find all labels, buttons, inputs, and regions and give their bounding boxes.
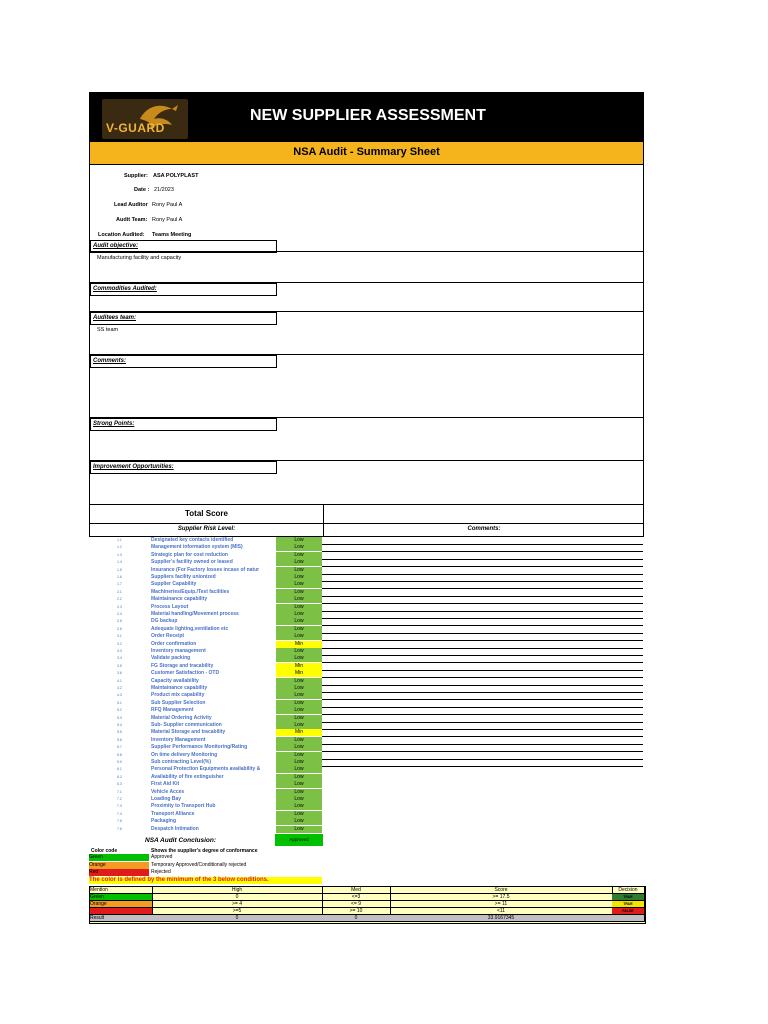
risk-level-badge: Low <box>276 737 322 744</box>
risk-item-text: Sub- Supplier communication <box>151 722 222 728</box>
conclusion-label: NSA Audit Conclusion: <box>145 837 217 844</box>
risk-item-text: Supplier Performance Monitoring/Rating <box>151 744 248 751</box>
risk-item-text: Insurance (For Factory losses incase of natur <box>151 566 260 573</box>
risk-item-number: 5.2 <box>117 708 122 713</box>
risk-level-badge: Min <box>276 663 322 670</box>
risk-level-badge: Low <box>276 796 322 803</box>
risk-item-number: 2.2 <box>117 597 122 602</box>
risk-item-row <box>89 626 644 633</box>
legend-description: Temporary Approved/Conditionally rejected <box>151 861 247 868</box>
risk-item-text: Order Receipt <box>151 633 185 640</box>
color-code-label: Color code <box>91 848 118 854</box>
decision-table-cell: Mention <box>90 887 153 893</box>
legend-swatch: Orange <box>89 862 149 869</box>
risk-item-text: Packaging <box>151 818 177 825</box>
subheader-bar <box>89 142 644 165</box>
risk-level-badge: Min <box>276 729 322 736</box>
risk-item-number: 2.4 <box>117 612 122 616</box>
decision-table-cell: <11 <box>390 908 613 914</box>
risk-level-badge: Low <box>276 655 322 662</box>
risk-item-number: 5.7 <box>117 745 122 750</box>
summary-sheet-title: NSA Audit - Summary Sheet <box>293 146 440 158</box>
audit-team-value: Rony Paul A <box>152 217 183 223</box>
risk-item-row <box>89 781 644 788</box>
risk-level-badge: Low <box>276 589 322 596</box>
decision-table-cell: TRUE <box>612 894 645 900</box>
audit-objective-heading: Audit objective: <box>90 240 277 253</box>
risk-item-number: 1.1 <box>117 538 122 542</box>
risk-level-badge: Min <box>276 641 322 648</box>
supplier-info-block <box>89 165 644 252</box>
risk-item-row <box>89 641 644 648</box>
location-value: Teams Meeting <box>152 232 192 238</box>
decision-table-cell: >=5 <box>152 908 323 914</box>
risk-item-number: 6.2 <box>117 774 122 779</box>
risk-item-row <box>89 685 644 692</box>
risk-item-text: Despatch Intimation <box>151 825 199 832</box>
legend-description: Rejected <box>151 869 171 875</box>
decision-table-cell: >= 4 <box>152 901 323 907</box>
risk-item-number: 1.7 <box>117 582 122 587</box>
risk-item-text: Machineries/Equip./Test facilities <box>151 588 230 595</box>
risk-item-text: Availability of fire extinguisher <box>151 773 224 780</box>
supplier-label: Supplier: <box>124 173 148 179</box>
risk-item-number: 1.4 <box>117 560 122 565</box>
risk-item-row <box>89 774 644 781</box>
risk-level-badge: Low <box>276 781 322 788</box>
risk-level-badge: Low <box>276 707 322 714</box>
risk-item-text: Proximity to Transport Hub <box>151 803 216 810</box>
risk-item-text: Suppliers facility unionized <box>151 574 216 580</box>
audit-objective-text: Manufacturing facility and capacity <box>97 255 182 261</box>
decision-table <box>89 886 646 924</box>
risk-item-number: 2.3 <box>117 604 122 609</box>
legend-description: Approved <box>151 854 173 860</box>
comments-heading: Comments: <box>90 355 277 368</box>
risk-item-text: Material Ordering Activity <box>151 714 212 721</box>
risk-item-row <box>89 589 644 596</box>
strong-points-heading: Strong Points: <box>90 418 277 431</box>
risk-item-row <box>89 678 644 685</box>
risk-level-badge: Low <box>276 633 322 640</box>
risk-item-number: 6.3 <box>117 782 122 787</box>
risk-item-number: 3.2 <box>117 641 122 646</box>
strong-points-block <box>89 418 644 461</box>
vguard-logo <box>102 99 188 139</box>
risk-item-number: 3.4 <box>117 656 122 661</box>
lead-auditor-value: Rony Paul A <box>152 202 183 208</box>
risk-level-badge: Low <box>276 692 322 699</box>
decision-table-row <box>90 908 645 915</box>
decision-table-cell: Orange <box>90 901 153 907</box>
comments-col-label: Comments: <box>467 526 501 532</box>
risk-item-text: Sub Supplier Selection <box>151 699 206 706</box>
risk-item-text: DG backup <box>151 618 178 625</box>
risk-level-badge: Low <box>276 544 322 551</box>
risk-item-text: Customer Satisfaction - OTD <box>151 670 220 677</box>
assessment-sheet <box>89 92 644 923</box>
risk-item-row <box>89 752 644 759</box>
risk-item-text: Supplier's facility owned or leased <box>151 559 233 566</box>
risk-item-number: 3.3 <box>117 649 122 653</box>
risk-item-text: Designated key contacts identified <box>151 537 234 543</box>
risk-item-row <box>89 581 644 588</box>
decision-table-row <box>90 915 645 922</box>
risk-item-number: 5.1 <box>117 700 122 705</box>
risk-item-text: Personal Protection Equipments availability & <box>151 766 261 773</box>
risk-item-row <box>89 826 644 833</box>
risk-level-badge: Low <box>276 744 322 751</box>
risk-item-text: First Aid Kit <box>151 781 180 788</box>
decision-table-cell: High <box>152 887 323 893</box>
decision-table-cell: Score <box>390 887 613 893</box>
risk-item-text: Inventory Management <box>151 736 206 743</box>
risk-level-badge: Low <box>276 611 322 618</box>
risk-item-text: Maintainance capability <box>151 685 208 691</box>
risk-item-text: Sub contracting Level(%) <box>151 759 212 765</box>
risk-item-row <box>89 544 644 551</box>
decision-table-cell: >= 11 <box>390 901 613 907</box>
total-score-label: Total Score <box>185 509 228 518</box>
risk-item-row <box>89 729 644 736</box>
risk-item-row <box>89 574 644 581</box>
risk-level-badge: Min <box>276 670 322 677</box>
decision-table-cell: 0 <box>152 894 323 900</box>
conclusion-value: Approved <box>275 834 323 846</box>
risk-item-number: 4.1 <box>117 678 122 683</box>
comments-block <box>89 355 644 418</box>
auditees-heading: Auditees team: <box>90 312 277 325</box>
risk-level-badge: Low <box>276 537 322 544</box>
legend-rule: The color is defined by the minimum of the 3 below conditions. <box>89 877 322 884</box>
risk-item-number: 3.1 <box>117 634 122 639</box>
risk-level-badge: Low <box>276 700 322 707</box>
decision-table-cell: Red <box>90 908 153 914</box>
risk-item-row <box>89 618 644 625</box>
risk-level-badge: Low <box>276 752 322 759</box>
risk-item-number: 3.5 <box>117 663 122 668</box>
risk-item-number: 1.6 <box>117 575 122 579</box>
risk-item-text: RFQ Management <box>151 707 194 714</box>
decision-table-cell: Result <box>90 915 153 921</box>
decision-table-header <box>90 887 645 894</box>
risk-item-text: Loading Bay <box>151 796 182 802</box>
risk-item-row <box>89 537 644 544</box>
decision-table-cell: 0 <box>152 915 323 921</box>
risk-item-row <box>89 604 644 611</box>
risk-level-badge: Low <box>276 552 322 559</box>
decision-table-cell: >= 10 <box>322 908 391 914</box>
risk-item-text: Adequate lighting,ventilation etc <box>151 625 229 632</box>
risk-item-row <box>89 818 644 825</box>
risk-item-row <box>89 559 644 566</box>
risk-item-text: Vehicle Acces <box>151 788 185 795</box>
risk-level-label: Supplier Risk Level: <box>177 526 236 532</box>
risk-item-number: 7.5 <box>117 819 122 824</box>
supplier-value: ASA POLYPLAST <box>153 173 199 179</box>
risk-item-row <box>89 737 644 744</box>
risk-item-row <box>89 648 644 655</box>
risk-level-badge: Low <box>276 567 322 574</box>
decision-table-cell: Decision <box>612 887 645 893</box>
risk-item-number: 1.3 <box>117 552 122 557</box>
decision-table-cell: >= 17.5 <box>390 894 613 900</box>
risk-item-row <box>89 633 644 640</box>
risk-item-row <box>89 611 644 618</box>
risk-level-badge: Low <box>276 685 322 692</box>
risk-item-number: 2.6 <box>117 626 122 631</box>
risk-item-row <box>89 655 644 662</box>
decision-table-cell: <= 9 <box>322 901 391 907</box>
risk-item-number: 7.3 <box>117 804 122 809</box>
risk-item-row <box>89 707 644 714</box>
risk-item-text: Product mix capability <box>151 692 205 699</box>
legend-swatch: Red <box>89 869 149 876</box>
commodities-heading: Commodities Audited: <box>90 283 277 296</box>
risk-item-text: On time delivery Monitoring <box>151 751 218 758</box>
decision-table-row <box>90 894 645 901</box>
header-bar <box>89 92 644 143</box>
decision-table-cell: FALSE <box>612 908 645 914</box>
risk-item-number: 7.1 <box>117 789 122 794</box>
risk-level-badge: Low <box>276 759 322 766</box>
commodities-block <box>89 283 644 312</box>
legend-swatch: Green <box>89 854 149 861</box>
risk-level-badge: Low <box>276 818 322 825</box>
risk-item-row <box>89 722 644 729</box>
risk-item-number: 4.2 <box>117 686 122 690</box>
risk-item-number: 5.5 <box>117 730 122 735</box>
date-value: 21/2023 <box>154 187 174 193</box>
risk-item-text: Management information system (MIS) <box>151 544 243 551</box>
risk-item-number: 5.3 <box>117 715 122 720</box>
risk-item-number: 3.6 <box>117 671 122 676</box>
risk-level-badge: Low <box>276 581 322 588</box>
risk-level-badge: Low <box>276 678 322 685</box>
risk-item-text: Maintainance capability <box>151 596 208 603</box>
risk-item-row <box>89 552 644 559</box>
decision-table-cell: 33.9167345 <box>390 915 613 921</box>
risk-level-badge: Low <box>276 766 322 773</box>
logo-text: V-GUARD <box>106 121 165 135</box>
decision-table-cell: <=3 <box>322 894 391 900</box>
risk-item-text: Validate packing <box>151 655 191 662</box>
improvement-heading: Improvement Opportunities: <box>90 461 277 474</box>
risk-item-row <box>89 692 644 699</box>
risk-item-row <box>89 567 644 574</box>
risk-item-text: Transport Alliance <box>151 810 195 817</box>
risk-item-text: Material Storage and tracability <box>151 729 226 736</box>
risk-item-text: Supplier Capability <box>151 581 197 588</box>
risk-level-badge: Low <box>276 803 322 810</box>
decision-table-cell: Med <box>322 887 391 893</box>
page-title: NEW SUPPLIER ASSESSMENT <box>250 107 486 124</box>
audit-objective-block <box>89 240 644 283</box>
risk-item-number: 1.2 <box>117 545 122 550</box>
risk-item-row <box>89 744 644 751</box>
risk-level-badge: Low <box>276 811 322 818</box>
risk-level-badge: Low <box>276 715 322 722</box>
improvement-block <box>89 461 644 505</box>
risk-item-number: 6.1 <box>117 767 122 772</box>
date-label: Date : <box>134 187 150 193</box>
lead-auditor-label: Lead Auditor <box>114 202 148 208</box>
risk-level-badge: Low <box>276 604 322 611</box>
total-score-row <box>89 505 644 524</box>
risk-level-badge: Low <box>276 559 322 566</box>
risk-item-row <box>89 663 644 670</box>
risk-item-number: 1.5 <box>117 567 122 572</box>
risk-level-badge: Low <box>276 626 322 633</box>
risk-item-text: Material handling/Movement process <box>151 611 239 617</box>
decision-table-row <box>90 901 645 908</box>
risk-level-badge: Low <box>276 789 322 796</box>
risk-item-number: 7.6 <box>117 826 122 831</box>
risk-item-row <box>89 700 644 707</box>
risk-item-row <box>89 670 644 677</box>
conclusion-row <box>89 834 322 846</box>
risk-level-badge: Low <box>276 574 322 581</box>
risk-item-number: 2.1 <box>117 589 122 594</box>
conformance-label: Shows the supplier's degree of conformance <box>151 848 258 854</box>
risk-item-row <box>89 596 644 603</box>
risk-item-number: 7.2 <box>117 797 122 801</box>
decision-table-cell <box>612 915 645 921</box>
auditees-text: SS team <box>97 327 119 333</box>
risk-item-text: Strategic plan for cost reduction <box>151 551 228 558</box>
risk-item-row <box>89 766 644 773</box>
risk-item-number: 5.8 <box>117 752 122 757</box>
auditees-block <box>89 312 644 355</box>
risk-level-badge: Low <box>276 618 322 625</box>
risk-item-row <box>89 803 644 810</box>
risk-item-number: 2.5 <box>117 619 122 624</box>
risk-item-row <box>89 796 644 803</box>
decision-table-cell: Green <box>90 894 153 900</box>
risk-level-badge: Low <box>276 722 322 729</box>
risk-item-text: Process Layout <box>151 603 189 610</box>
risk-header-row <box>89 524 644 537</box>
risk-item-number: 5.9 <box>117 760 122 764</box>
risk-level-badge: Low <box>276 596 322 603</box>
risk-item-row <box>89 759 644 766</box>
risk-level-badge: Low <box>276 648 322 655</box>
risk-item-row <box>89 789 644 796</box>
risk-item-text: FG Storage and tracability <box>151 662 214 669</box>
risk-level-badge: Low <box>276 774 322 781</box>
risk-item-number: 5.4 <box>117 723 122 727</box>
risk-item-number: 5.6 <box>117 737 122 742</box>
risk-item-row <box>89 715 644 722</box>
risk-level-badge: Low <box>276 826 322 833</box>
risk-item-number: 7.4 <box>117 811 122 816</box>
risk-item-text: Capacity availability <box>151 677 199 684</box>
decision-table-cell: TRUE <box>612 901 645 907</box>
decision-table-cell: 0 <box>322 915 391 921</box>
audit-team-label: Audit Team: <box>116 217 148 223</box>
risk-item-number: 4.3 <box>117 693 122 698</box>
risk-item-text: Inventory management <box>151 648 206 654</box>
risk-item-text: Order confirmation <box>151 640 197 647</box>
color-legend <box>89 848 644 888</box>
location-label: Location Audited: <box>98 232 145 238</box>
risk-item-row <box>89 811 644 818</box>
